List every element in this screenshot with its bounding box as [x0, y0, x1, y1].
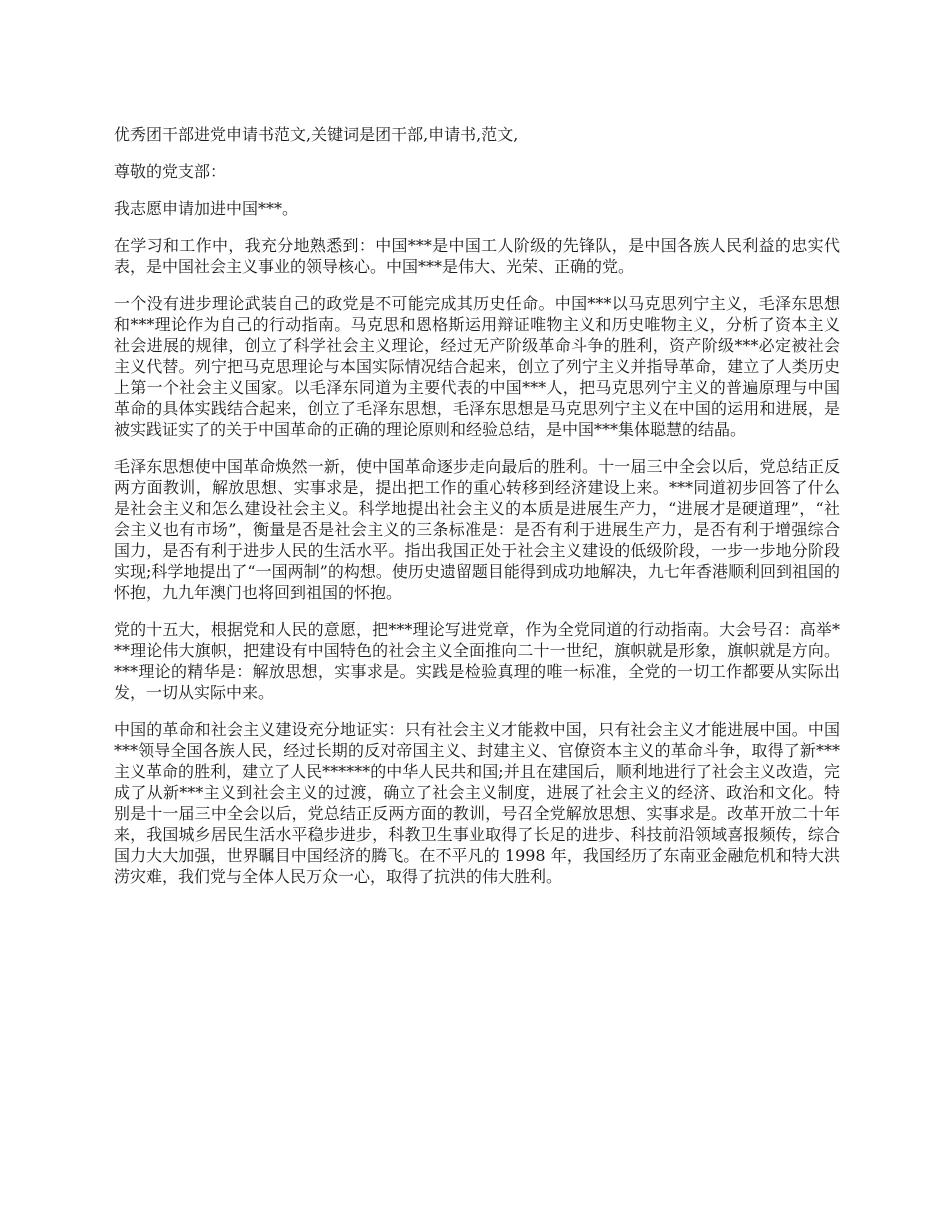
paragraph: 毛泽东思想使中国革命焕然一新，使中国革命逐步走向最后的胜利。十一届三中全会以后，党总结正反两方面教训，解放思想、实事求是，提出把工作的重心转移到经济建设上来。***同道初步回答了什么是社会主义和怎么建设社会主义。科学地提出社会主义的本质是进展生产力，“进展才是硬道理”，“社会主义也有市场”，衡量是否是社会主义的三条标准是：是否有利于进展生产力，是否有利于增强综合国力，是否有利于进步人民的生活水平。指出我国正处于社会主义建设的低级阶段，一步一步地分阶段实现;科学地提出了“一国两制”的构想。使历史遗留题目能得到成功地解决，九七年香港顺利回到祖国的怀抱，九九年澳门也将回到祖国的怀抱。 [114, 457, 840, 602]
document-body [114, 124, 840, 903]
paragraph: 中国的革命和社会主义建设充分地证实：只有社会主义才能救中国，只有社会主义才能进展中国。中国***领导全国各族人民，经过长期的反对帝国主义、封建主义、官僚资本主义的革命斗争，取得了新***主义革命的胜利，建立了人民******的中华人民共和国;并且在建国后，顺利地进行了社会主义改造，完成了从新***主义到社会主义的过渡，确立了社会主义制度，进展了社会主义的经济、政治和文化。特别是十一届三中全会以后，党总结正反两方面的教训，号召全党解放思想、实事求是。改革开放二十年来，我国城乡居民生活水平稳步进步，科教卫生事业取得了长足的进步、科技前沿领域喜报频传，综合国力大大加强，世界瞩目中国经济的腾飞。在不平凡的 1998 年，我国经历了东南亚金融危机和特大洪涝灾难，我们党与全体人民万众一心，取得了抗洪的伟大胜利。 [114, 720, 840, 886]
salutation: 尊敬的党支部： [114, 162, 227, 181]
paragraph: 一个没有进步理论武装自己的政党是不可能完成其历史任命。中国***以马克思列宁主义，毛泽东思想和***理论作为自己的行动指南。马克思和恩格斯运用辩证唯物主义和历史唯物主义，分析了资本主义社会进展的规律，创立了科学社会主义理论，经过无产阶级革命斗争的胜利，资产阶级***必定被社会主义代替。列宁把马克思理论与本国实际情况结合起来，创立了列宁主义并指导革命，建立了人类历史上第一个社会主义国家。以毛泽东同道为主要代表的中国***人，把马克思列宁主义的普遍原理与中国革命的具体实践结合起来，创立了毛泽东思想，毛泽东思想是马克思列宁主义在中国的运用和进展，是被实践证实了的关于中国革命的正确的理论原则和经验总结，是中国***集体聪慧的结晶。 [114, 294, 840, 439]
document-title-line: 优秀团干部进党申请书范文,关键词是团干部,申请书,范文, [114, 125, 519, 144]
paragraph: 党的十五大，根据党和人民的意愿，把***理论写进党章，作为全党同道的行动指南。大会号召：高举***理论伟大旗帜，把建设有中国特色的社会主义全面推向二十一世纪，旗帜就是形象，旗帜就是方向。***理论的精华是：解放思想，实事求是。实践是检验真理的唯一标准，全党的一切工作都要从实际出发，一切从实际中来。 [114, 620, 840, 702]
paragraph: 在学习和工作中，我充分地熟悉到：中国***是中国工人阶级的先锋队，是中国各族人民利益的忠实代表，是中国社会主义事业的领导核心。中国***是伟大、光荣、正确的党。 [114, 236, 840, 276]
paragraph: 我志愿申请加进中国***。 [114, 199, 299, 218]
